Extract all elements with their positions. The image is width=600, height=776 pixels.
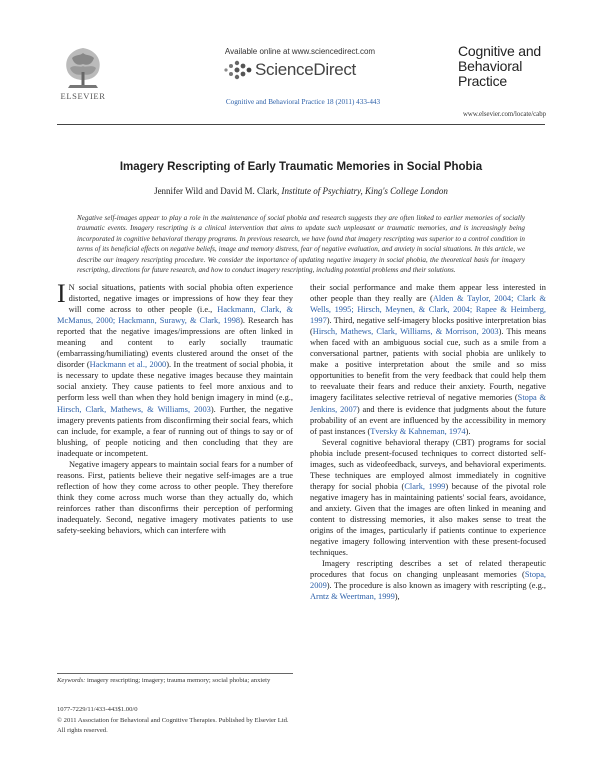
citation-link[interactable]: Clark, 1999 (404, 481, 446, 491)
para-text: ). The procedure is also known as imagery with rescripting (e.g., (326, 581, 546, 591)
citation-link[interactable]: Alden & Taylor, 2004; Clark & Wells, 1995; Hirsch, Meynen, & Clark, 2004; Rapee & Heimberg, 1997 (310, 294, 546, 326)
right-paragraph-3 (310, 558, 546, 602)
para-text: Imagery rescripting describes a set of related therapeutic procedures that focus on changing unpleasant memories ( (310, 559, 546, 580)
elsevier-wordmark: ELSEVIER (60, 91, 106, 101)
para-text: ). Third, negative self-imagery blocks positive interpretation bias ( (310, 316, 546, 337)
left-column (57, 279, 293, 536)
para-text: N (68, 283, 76, 292)
journal-title-line-1: Cognitive and (458, 43, 542, 59)
citation-link[interactable]: Hirsch, Clark, Mathews, & Williams, 2003 (57, 404, 211, 414)
keywords-label: Keywords: (57, 677, 86, 684)
citation-link[interactable]: Stopa, 2009 (310, 570, 546, 591)
footer-divider (57, 673, 293, 674)
citation-link[interactable]: Hackmann, Clark, & McManus, 2000; Hackmann, Surawy, & Clark, 1998 (57, 305, 293, 326)
para-text: ). This means when faced with an ambiguous social cue, such as a smile from a conversational partner, patients with social phobia are unlikely to make a positive interpretation about the smile and so miss opportunities to benefit from the very feedback that could help them to reevaluate their fears and reduce their anxiety. Fourth, negative imagery facilitates selective retrieval of negative memories ( (310, 327, 546, 403)
available-online-text: Available online at www.sciencedirect.com (224, 47, 376, 56)
affiliation: Institute of Psychiatry, King's College London (281, 186, 448, 196)
sciencedirect-wordmark: ScienceDirect (255, 60, 356, 79)
sciencedirect-logo[interactable] (222, 58, 382, 80)
right-column (310, 282, 546, 602)
keywords (57, 676, 293, 685)
citation-link[interactable]: Tversky & Kahneman, 1974 (370, 426, 466, 436)
abstract: Negative self-images appear to play a role in the maintenance of social phobia and research suggests they are often linked to earlier memories of socially traumatic events. Imagery rescripting is a clinical intervention that aims to update such unpleasant or traumatic memories, and is increasingly being incorporated in cognitive behavioral therapy programs. In previous research, we have found that imagery rescripting was superior to a control condition in terms of its beneficial effects on negative beliefs, image and memory distress, fear of negative evaluation, and anxiety in social situations. In this article, we describe our imagery rescripting procedure. We consider the importance of updating negative imagery in social phobia, the theoretical basis for imagery rescripting, directions for future research, and how to conduct imagery rescripting, including potential problems and their solutions. (77, 214, 525, 275)
journal-title-line-2: Behavioral (458, 58, 523, 74)
authors: Jennifer Wild and David M. Clark, (154, 186, 280, 196)
para-text: ) because of the pivotal role negative imagery has in maintaining patients' social fears, avoidance, and anxiety. Given that the images are often linked in meaning and content to distressing memories, it also makes sense to treat the origins of the images, particularly if patients continue to experience negative imagery following intervention with these present-focused techniques. (310, 481, 547, 558)
left-paragraph-2: Negative imagery appears to maintain social fears for a number of reasons. First, patients believe their negative self-images are a true reflection of how they come across to other people. They therefore think they come across much worse than they actually do, which reinforces rather than disconfirms their perception of performing inadequately. Second, negative imagery motivates patients to use safety-seeking behaviors, which can interfere with (57, 459, 293, 536)
right-paragraph-1 (310, 282, 546, 437)
elsevier-logo (58, 44, 108, 99)
journal-title-block (458, 44, 541, 89)
article-title: Imagery Rescripting of Early Traumatic Memories in Social Phobia (119, 161, 483, 173)
issn: 1077-7229/11/433-443$1.00/0 (57, 706, 138, 713)
drop-cap: I (57, 279, 66, 308)
para-text: ). In the treatment of social phobia, it is necessary to update these negative images because they maintain social anxiety. They cause patients to feel more anxious and to perform less well than when they hold benign imagery in mind (e.g., (57, 360, 293, 403)
para-text: ). (465, 426, 471, 436)
sciencedirect-dots-icon (222, 60, 252, 80)
copyright: © 2011 Association for Behavioral and Cognitive Therapies. Published by Elsevier Ltd. All rights reserved. (57, 717, 289, 734)
citation-link[interactable]: Hirsch, Mathews, Clark, Williams, & Morrison, 2003 (312, 327, 499, 337)
para-text: Several cognitive behavioral therapy (CBT) programs for social phobia include present-focused techniques to correct distorted self-images, such as videofeedback, surveys, and behavioral experiments. These techniques are employed almost immediately in cognitive therapy for social phobia ( (310, 437, 546, 491)
keywords-text: imagery rescripting; imagery; trauma memory; social phobia; anxiety (86, 677, 271, 684)
para-text: ). Research has reported that the negative images/impressions are often linked in meaning and content to early socially traumatic (embarrassing/humiliating) events clustered around the onset of the disorder ( (57, 316, 293, 370)
header-divider (57, 124, 545, 125)
citation-link[interactable]: Hackmann et al., 2000 (89, 360, 167, 370)
citation-link[interactable]: Arntz & Weertman, 1999 (310, 592, 395, 602)
citation-link[interactable]: Stopa & Jenkins, 2007 (310, 393, 547, 414)
journal-url[interactable]: www.elsevier.com/locate/cabp (463, 111, 546, 118)
para-text: ), (394, 592, 400, 602)
para-text: ) and there is evidence that judgments about the future probability of an event are influenced by the accessibility in memory of past instances ( (310, 404, 546, 436)
elsevier-tree-icon (58, 44, 108, 90)
journal-citation[interactable]: Cognitive and Behavioral Practice 18 (2011) 433-443 (225, 98, 381, 106)
para-text: ). Further, the negative imagery prevents patients from disconfirming their social fears, which can include, for example, a fear of running out of things to say or of blushing, of people noticing and then concluding that they are inadequate or incompetent. (57, 404, 293, 458)
left-paragraph-1 (57, 279, 293, 459)
journal-title-line-3: Practice (458, 73, 507, 89)
right-paragraph-2 (310, 437, 546, 559)
author-line (57, 186, 545, 196)
para-text: social situations, patients with social phobia often experience distorted, negative images or impressions of how they fear they will come across to other people (i.e., (68, 283, 293, 315)
para-text: their social performance and make them appear less interested in other people than they really are ( (310, 283, 546, 304)
